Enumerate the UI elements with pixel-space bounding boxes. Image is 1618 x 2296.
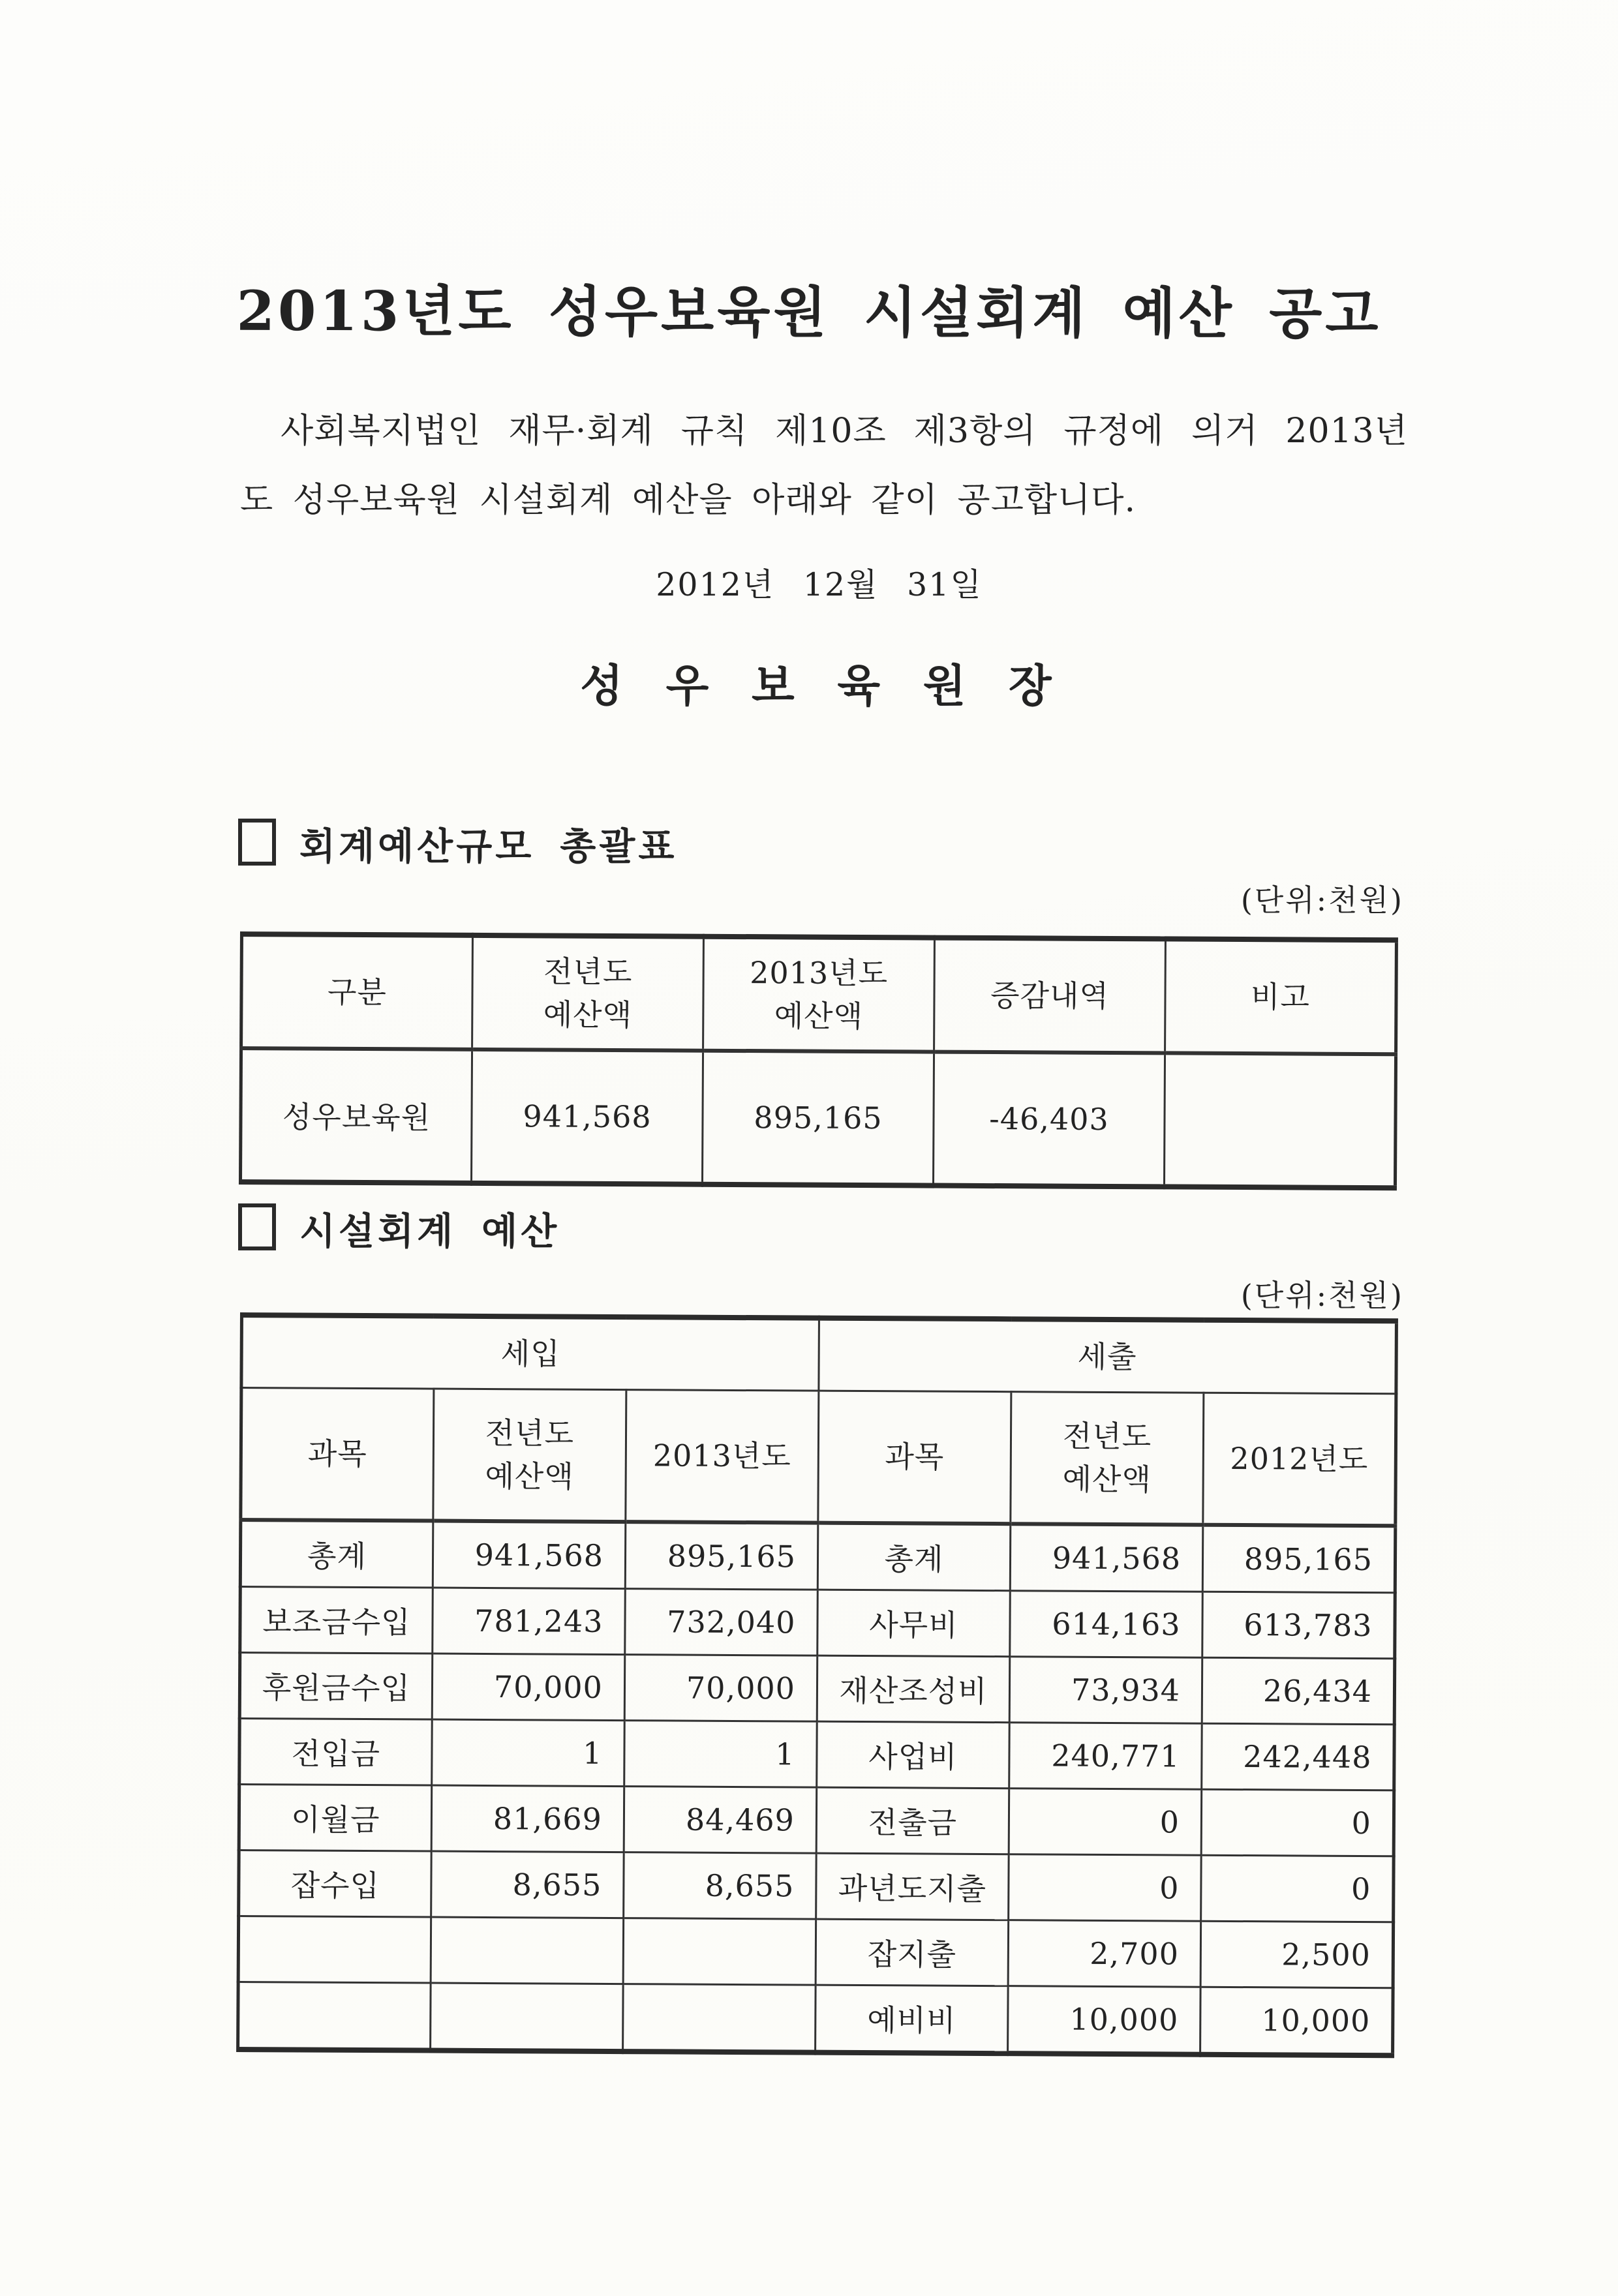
column-header-change: 증감내역 xyxy=(934,938,1166,1053)
section2-unit-note: (단위:천원) xyxy=(1240,1278,1404,1313)
table-cell-note xyxy=(1164,1053,1396,1188)
table-cell: 781,243 xyxy=(433,1588,626,1655)
table-cell-change-amount: -46,403 xyxy=(933,1052,1165,1187)
table-row xyxy=(240,1587,1396,1659)
table-cell: 전출금 xyxy=(816,1787,1009,1854)
table-cell: 0 xyxy=(1201,1855,1394,1922)
table-cell-prev-amount: 941,568 xyxy=(471,1050,703,1185)
paragraph-line-1: 사회복지법인 재무·회계 규칙 제10조 제3항의 규정에 의거 2013년 xyxy=(281,412,1408,451)
table-header-row xyxy=(241,934,1397,1054)
table-cell: 잡지출 xyxy=(816,1919,1009,1986)
table-cell: 2,500 xyxy=(1200,1921,1393,1988)
column-header-prev-budget: 전년도 예산액 xyxy=(472,935,704,1051)
column-header-rev-prev-budget: 전년도 예산액 xyxy=(433,1389,626,1522)
section1-heading xyxy=(238,817,677,870)
detail-table-container xyxy=(236,1312,1398,2058)
checkbox-icon xyxy=(238,819,276,866)
checkbox-icon xyxy=(238,1203,276,1250)
table-row xyxy=(239,1719,1395,1790)
column-header-rev-2013: 2013년도 xyxy=(626,1390,819,1523)
document-title: 2013년도 성우보육원 시설회계 예산 공고 xyxy=(236,278,1382,346)
table-cell: 총계 xyxy=(817,1523,1011,1591)
table-cell: 0 xyxy=(1009,1789,1202,1856)
table-cell: 895,165 xyxy=(1202,1525,1395,1593)
table-row xyxy=(238,1916,1394,1988)
table-cell: 8,655 xyxy=(624,1852,817,1920)
table-cell-name: 성우보육원 xyxy=(240,1048,472,1183)
table-cell: 941,568 xyxy=(1010,1524,1203,1592)
table-row xyxy=(238,1982,1394,2055)
table-header-row xyxy=(241,1388,1396,1526)
announcement-date: 2012년 12월 31일 xyxy=(656,566,983,603)
table-cell: 1 xyxy=(432,1719,625,1787)
table-cell: 242,448 xyxy=(1202,1723,1394,1790)
table-cell xyxy=(430,1983,623,2051)
table-cell: 0 xyxy=(1009,1854,1202,1922)
table-cell: 잡수입 xyxy=(239,1850,431,1918)
table-cell: 73,934 xyxy=(1009,1657,1202,1724)
table-cell: 과년도지출 xyxy=(816,1853,1009,1920)
table-cell: 26,434 xyxy=(1202,1657,1394,1725)
table-cell: 732,040 xyxy=(625,1589,818,1656)
column-header-note: 비고 xyxy=(1165,939,1397,1054)
table-cell: 이월금 xyxy=(239,1785,431,1852)
facility-budget-table xyxy=(236,1312,1398,2058)
table-cell xyxy=(238,1916,431,1984)
table-row xyxy=(240,1048,1396,1188)
table-cell: 614,163 xyxy=(1010,1591,1203,1658)
table-cell: 0 xyxy=(1201,1789,1394,1856)
column-header-gubun: 구분 xyxy=(241,934,473,1050)
table-cell: 84,469 xyxy=(624,1787,817,1854)
section1-unit-note: (단위:천원) xyxy=(1240,883,1404,918)
signature-title: 성 우 보 육 원 장 xyxy=(580,660,1058,712)
table-row xyxy=(239,1653,1395,1725)
table-cell: 10,000 xyxy=(1200,1987,1393,2055)
table-cell: 사업비 xyxy=(817,1721,1010,1789)
summary-table-container xyxy=(239,931,1398,1190)
table-row xyxy=(240,1520,1396,1593)
section1-heading-label: 회계예산규모 총괄표 xyxy=(299,824,678,868)
table-cell xyxy=(238,1982,431,2050)
table-cell: 총계 xyxy=(240,1520,433,1588)
table-cell: 81,669 xyxy=(431,1785,624,1852)
table-cell: 후원금수입 xyxy=(239,1653,432,1720)
column-header-rev-category: 과목 xyxy=(241,1388,434,1521)
table-cell: 70,000 xyxy=(624,1655,817,1722)
table-cell: 1 xyxy=(624,1721,817,1788)
table-cell: 사무비 xyxy=(817,1590,1011,1657)
group-header-expenditure: 세출 xyxy=(819,1318,1397,1394)
table-cell-2013-amount: 895,165 xyxy=(702,1051,934,1186)
table-cell: 70,000 xyxy=(432,1654,625,1721)
paragraph-line-2: 도 성우보육원 시설회계 예산을 아래와 같이 공고합니다. xyxy=(240,481,1137,520)
table-cell xyxy=(623,1918,816,1986)
table-cell: 895,165 xyxy=(625,1522,818,1590)
section2-heading xyxy=(238,1201,560,1255)
body-paragraph xyxy=(240,397,1408,535)
table-cell: 재산조성비 xyxy=(817,1655,1010,1723)
table-cell: 941,568 xyxy=(433,1521,626,1589)
column-header-2013-budget: 2013년도 예산액 xyxy=(703,937,935,1052)
table-cell: 전입금 xyxy=(239,1719,432,1786)
table-row xyxy=(239,1785,1394,1856)
table-cell: 2,700 xyxy=(1008,1920,1201,1987)
column-header-exp-prev-budget: 전년도 예산액 xyxy=(1011,1392,1204,1525)
table-cell xyxy=(622,1984,816,2053)
table-cell: 8,655 xyxy=(431,1851,624,1918)
budget-summary-table xyxy=(239,931,1398,1190)
table-cell: 613,783 xyxy=(1202,1592,1395,1659)
group-header-revenue: 세입 xyxy=(241,1315,819,1391)
table-cell: 10,000 xyxy=(1008,1986,1201,2055)
table-cell: 240,771 xyxy=(1009,1723,1202,1790)
table-cell xyxy=(431,1917,624,1984)
section2-heading-label: 시설회계 예산 xyxy=(299,1209,560,1253)
column-header-exp-category: 과목 xyxy=(818,1391,1011,1524)
column-header-exp-2012: 2012년도 xyxy=(1203,1393,1396,1526)
table-group-header-row xyxy=(241,1315,1397,1394)
table-cell: 보조금수입 xyxy=(240,1587,433,1654)
table-row xyxy=(239,1850,1394,1922)
table-cell: 예비비 xyxy=(816,1985,1009,2053)
